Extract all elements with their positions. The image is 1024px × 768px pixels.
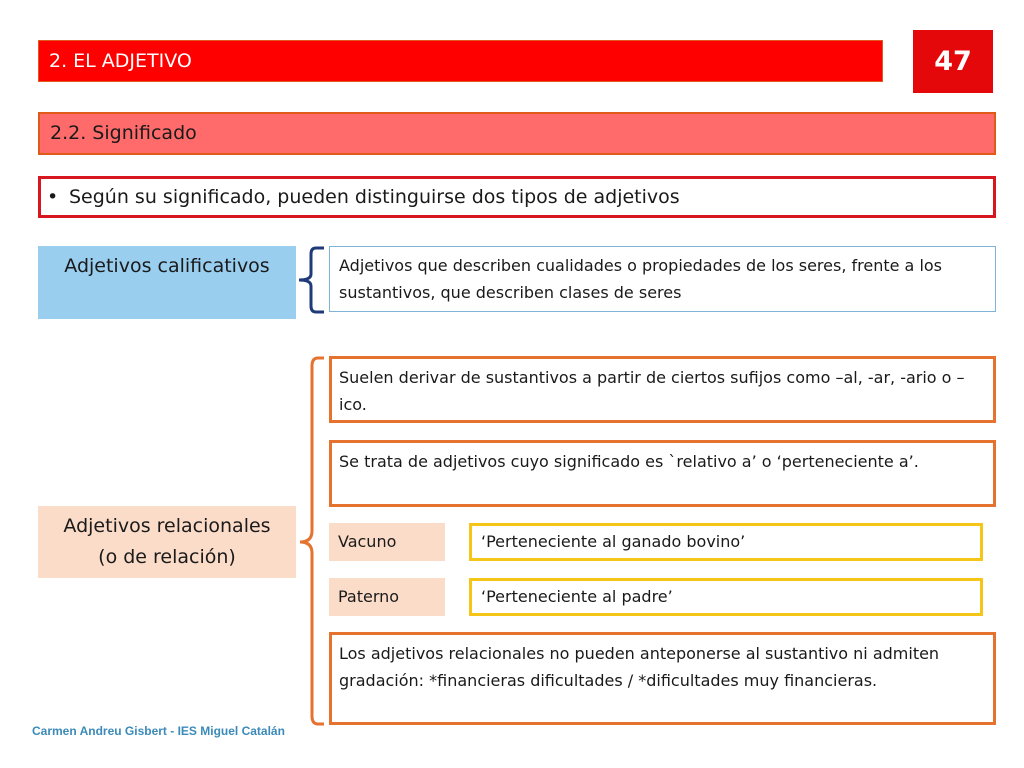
calificativos-definition-box (329, 246, 996, 312)
relacionales-label-line2: (o de relación) (98, 546, 236, 568)
example-meaning-box (469, 578, 983, 616)
bullet-icon: • (47, 186, 59, 208)
relacionales-brace-icon (296, 356, 330, 726)
intro-statement-box (38, 176, 996, 218)
relacionales-meaning-box (329, 440, 996, 507)
calificativos-definition: Adjetivos que describen cualidades o propiedades de los seres, frente a los sustantivos, que describen clases de seres (339, 256, 943, 302)
calificativos-label-box (38, 246, 296, 319)
example-term-box (329, 578, 445, 616)
relacionales-meaning-text: Se trata de adjetivos cuyo significado es `relativo a’ o ‘perteneciente a’. (339, 452, 919, 471)
page-number: 47 (913, 30, 993, 93)
subsection-title-bar (38, 112, 996, 155)
relacionales-derivation-box (329, 356, 996, 423)
example-meaning: ‘Perteneciente al padre’ (481, 587, 673, 606)
calificativos-label: Adjetivos calificativos (64, 255, 270, 277)
relacionales-label-box (38, 506, 296, 578)
relacionales-label-line1: Adjetivos relacionales (63, 515, 271, 537)
example-meaning: ‘Perteneciente al ganado bovino’ (481, 532, 746, 551)
footer-credit: Carmen Andreu Gisbert - IES Miguel Catalán (32, 724, 285, 738)
calificativos-brace-icon (296, 246, 330, 314)
example-term-box (329, 523, 445, 561)
section-title: 2. EL ADJETIVO (49, 50, 192, 72)
intro-statement: Según su significado, pueden distinguirse dos tipos de adjetivos (69, 186, 680, 208)
example-term: Vacuno (338, 532, 397, 551)
example-term: Paterno (338, 587, 400, 606)
subsection-title: 2.2. Significado (50, 122, 197, 144)
relacionales-restriction-box (329, 632, 996, 725)
example-meaning-box (469, 523, 983, 561)
relacionales-derivation-text: Suelen derivar de sustantivos a partir de ciertos sufijos como –al, -ar, -ario o –ico. (339, 368, 965, 414)
section-title-bar (38, 40, 883, 82)
relacionales-restriction-text: Los adjetivos relacionales no pueden anteponerse al sustantivo ni admiten gradación: *financieras dificultades / *dificultades muy financieras. (339, 644, 940, 690)
